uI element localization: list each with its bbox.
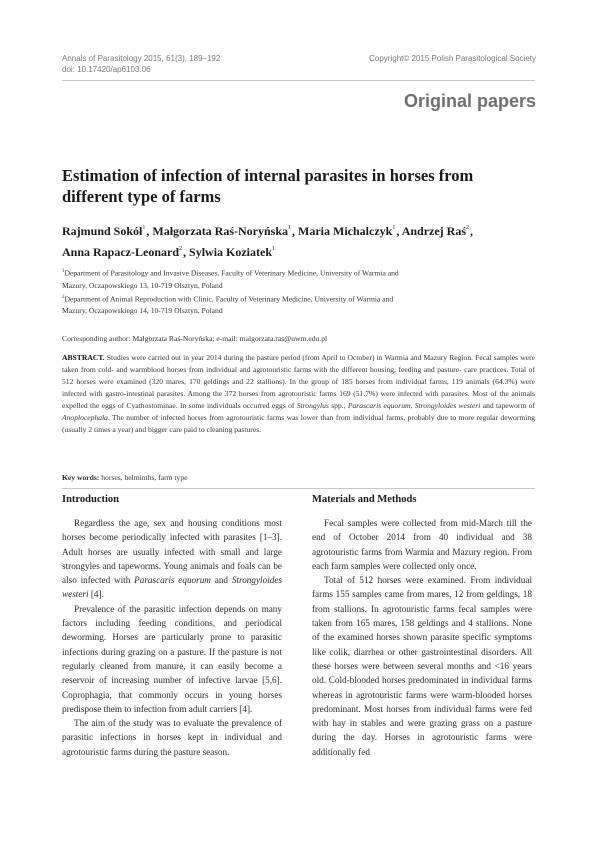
author-affiliation-mark: 1 xyxy=(142,225,146,231)
corresponding-author: Corresponding author: Małgorzata Raś-Noryńska; e-mail: malgorzata.ras@uwm.edu.pl xyxy=(62,334,328,343)
affiliation-2-cont: Mazury, Oczapowskiego 14, 10-719 Olsztyn, Poland xyxy=(62,306,223,316)
keywords: Key words: horses, helminths, farm type xyxy=(62,473,188,482)
methods-heading: Materials and Methods xyxy=(312,494,417,505)
author-affiliation-mark: 2 xyxy=(179,246,183,252)
author-name: Andrzej Raś xyxy=(401,224,467,238)
paragraph: The aim of the study was to evaluate the prevalence of parasitic infections in horses kept in individual and agrotouristic farms during the pasture season. xyxy=(62,718,282,757)
author-list: Rajmund Sokół$^1$, Małgorzata Raś-Noryńska$^1$, Maria Michalczyk$^1$, Andrzej Raś$^2$, Anna Rapacz-Leonard$^2$, Sylwia Koziatek$^1$ xyxy=(62,224,474,259)
section-label: Original papers xyxy=(403,91,536,111)
article-title xyxy=(62,165,473,207)
author-name: Rajmund Sokół xyxy=(62,224,143,238)
abstract-rule xyxy=(62,488,535,489)
author-affiliation-mark: 1 xyxy=(288,225,292,231)
paragraph: Total of 512 horses were examined. From individual farms 155 samples came from mares, 12 from geldings, 18 from stallions. In agrotouristic farms fecal samples were taken from 165 mares, 158 geldings and 4 stallions. None of the examined horses shown parasite specific symptoms like colik, diarrhea or other gastrointestinal disorders. All these horses were between several months and <16 years old. Cold-blooded horses predominated in individual farms whereas in agrotouristic farms were warm-blooded horses predominant. Most horses from individual farms were fed with hay in stables and were grazing grass on a pasture during the day. Horses in agrotouristic farms were additionally fed xyxy=(312,575,532,757)
introduction-heading: Introduction xyxy=(62,494,119,505)
title-line-2: different type of farms xyxy=(62,187,221,206)
author-affiliation-mark: 1 xyxy=(392,225,396,231)
affiliation-1-cont: Mazury, Oczapowskiego 13, 10-719 Olsztyn, Poland xyxy=(62,280,223,290)
header-rule xyxy=(62,80,535,81)
keywords-label: Key words: xyxy=(62,473,100,482)
paragraph: Regardless the age, sex and housing conditions most horses become periodically infected with parasites [1–3]. Adult horses are usually infected with small and large strongyles and tapeworms. Young animals and foals can be also infected with Parascaris equorum and Strongyloides westeri [4]. xyxy=(62,518,282,600)
author-affiliation-mark: 2 xyxy=(466,225,470,231)
author-name: Małgorzata Raś-Noryńska xyxy=(152,224,289,238)
affiliations xyxy=(62,266,542,317)
copyright: Copyright© 2015 Polish Parasitological Society xyxy=(369,54,536,63)
author-name: Sylwia Koziatek xyxy=(189,245,273,259)
introduction-body xyxy=(62,516,282,759)
abstract-label: ABSTRACT. xyxy=(62,353,105,362)
journal-citation: Annals of Parasitology 2015, 61(3), 189–192 xyxy=(62,54,221,63)
affiliation-2: $^2$Department of Animal Reproduction with Clinic, Faculty of Veterinary Medicine, University of Warmia and xyxy=(62,294,394,304)
author-name: Anna Rapacz-Leonard xyxy=(62,245,180,259)
affiliation-1: $^1$Department of Parasitology and Invasive Diseases, Faculty of Veterinary Medicine, University of Warmia and xyxy=(62,268,399,278)
title-line-1: Estimation of infection of internal parasites in horses from xyxy=(62,166,474,185)
doi[interactable]: doi: 10.17420/ap6103.06 xyxy=(62,65,151,74)
paragraph: Fecal samples were collected from mid-March till the end of October 2014 from 40 individual and 38 agrotouristic farms from Warmia and Mazury region. From each farm samples were collected only once. xyxy=(312,518,532,571)
abstract: ABSTRACT. Studies were carried out in year 2014 during the pasture period (from April to October) in Warmia and Mazury Region. Fecal samples were taken from cold- and warmblood horses from individual and agrotouristic farms with the different housing, feeding and pasture- care practices. Total of 512 horses were examined (320 mares, 170 geldings and 22 stallions). In the group of 185 horses from individual farms, 119 animals (64.3%) were infected with gastro-intestinal parasites. Among the 372 horses from agrotouristic farms 169 (51.7%) were infected with parasites. Most of the animals expelled the eggs of Cyathostominae. In some individuals occurred eggs of Strongylus spp., Parascaris equorum, Strongyloides westeri and tapeworm of Anoplocephala. The number of infected horses from agrotouristic farms was lower than from individual farms, probably due to more regular deworming (usually 2 times a year) and bigger care paid to cleaning pastures. xyxy=(62,353,535,434)
author-name: Maria Michalczyk xyxy=(298,224,393,238)
methods-body xyxy=(312,516,532,759)
paragraph: Prevalence of the parasitic infection depends on many factors including feeding conditions, and periodical deworming. Horses are particularly prone to parasitic infections during grazing on a pasture. If the pasture is not regularly cleaned from manure, it can easily become a reservoir of increasing number of infective larvae [5,6]. Coprophagia, that commonly occurs in young horses predispose them to infection from adult carriers [4]. xyxy=(62,603,282,714)
author-affiliation-mark: 1 xyxy=(272,246,276,252)
